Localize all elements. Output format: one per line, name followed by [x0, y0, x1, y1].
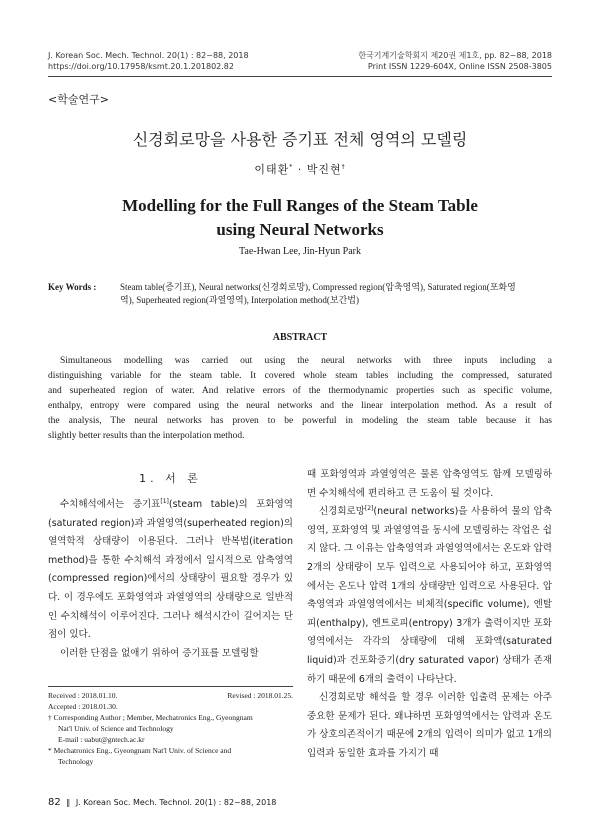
section-1-heading: 1. 서 론 — [139, 472, 202, 485]
header-right — [358, 50, 552, 72]
footer-citation: J. Korean Soc. Mech. Technol. 20(1) : 82~88, 2018 — [75, 798, 277, 807]
footer-separator: ‖ — [66, 798, 71, 807]
left-column — [48, 496, 293, 663]
revised-date: Revised : 2018.01.25. — [227, 691, 293, 700]
authors-english: Tae-Hwan Lee, Jin-Hyun Park — [238, 246, 362, 257]
footnotes — [48, 690, 293, 767]
title-english-line-1: Modelling for the Full Ranges of the Steam Table — [122, 196, 478, 215]
abstract-line: Simultaneous modelling was carried out using the neural networks with three inputs including a — [60, 356, 552, 366]
page-footer — [48, 797, 276, 808]
body-paragraph: 때 포화영역과 과열영역은 물론 압축영역도 함께 모델링하면 수치해석에 편리하고 큰 도움이 될 것이다. — [307, 469, 552, 499]
author-separator: · — [293, 163, 307, 176]
header-journal-citation: J. Korean Soc. Mech. Technol. 20(1) : 82~88, 2018 — [48, 51, 249, 60]
keywords — [48, 281, 552, 307]
authors-korean — [0, 161, 600, 177]
abstract-line: distinguishing variable for the steam table. It covered whole steam tables including the compressed, saturated — [48, 371, 552, 381]
corresponding-author: † Corresponding Author ; Member, Mechatronics Eng., Gyeongnam — [48, 713, 253, 722]
paragraph-text: 신경회로망 — [319, 506, 365, 518]
coauthor-affiliation: * Mechatronics Eng., Gyeongnam Nat'l Univ. of Science and — [48, 746, 232, 755]
keywords-line-1: Steam table(증기표), Neural networks(신경회로망), Compressed region(압축영역), Saturated region(포화영 — [120, 282, 516, 292]
header-doi: https://doi.org/10.17958/ksmt.20.1.201802.82 — [48, 62, 234, 71]
citation-ref: [1] — [160, 497, 169, 505]
paragraph-text: (neural networks)을 사용하여 물의 압축영역, 포화영역 및 과열영역을 동시에 모델링하는 작업은 쉽지 않다. 그 이유는 압축영역과 과열영역에서는 온도와 압력 2개의 상태량이 모두 입력으로 사용되어야 하고, 포화영역에서는 온도나 압력 1개의 상태량만 입력으로 사용된다. 압축영역과 과열영역에서는 비체적(specific volume), 엔탈피(enthalpy), 엔트로피(entropy) 3개가 출력이지만 포화영역에서는 각각의 상태량에 대해 포화액(saturated liquid)과 건포화증기(dry saturated vapor) 상태가 존재하기 때문에 6개의 출력이 나타난다. — [307, 506, 552, 685]
received-date: Received : 2018.01.10. — [48, 691, 118, 700]
keywords-line-2: 역), Superheated region(과열영역), Interpolation method(보간법) — [120, 295, 359, 305]
keywords-block — [48, 281, 552, 307]
header-korean-citation: 한국기계기술학회지 제20권 제1호, pp. 82~88, 2018 — [358, 51, 552, 60]
author-2-mark: † — [341, 163, 346, 171]
corresponding-affiliation: Nat'l Univ. of Science and Technology — [58, 724, 174, 733]
citation-ref: [2] — [364, 505, 374, 513]
accepted-date: Accepted : 2018.01.30. — [48, 702, 118, 711]
author-2: 박진현 — [306, 163, 342, 176]
title-english — [0, 194, 600, 242]
abstract-body — [48, 354, 552, 444]
abstract-line: slightly better results than the interpolation method. — [48, 431, 245, 441]
header-left — [48, 50, 249, 72]
abstract-line: enthalpy, entropy were compared using the neural networks and the linear interpolation method. As a result of — [48, 401, 552, 411]
abstract-line: the analysis, The neural networks has proven to be powerful in modeling the steam table because it has — [48, 416, 552, 426]
author-1-mark: * — [289, 163, 294, 171]
paragraph-text: (steam table)의 포화영역(saturated region)과 과열영역(superheated region)의 열역학적 상태량이 이용된다. 그러나 반복법(iteration method)을 통한 수치해석 과정에서 일시적으로 압축영역(compressed region)에서의 상태량이 필요할 경우가 있다. 이 경우에도 포화영역과 과열영역의 상태량으로 일반적인 수치해석이 이루어진다. 그러나 해석시간이 길어지는 단점이 있다. — [48, 499, 293, 641]
abstract-heading: ABSTRACT — [272, 332, 328, 343]
paragraph-text: 수치해석에서는 증기표 — [60, 499, 161, 510]
article-category: <학술연구> — [48, 93, 109, 106]
abstract-line: and superheated region of water. And relative errors of the thermodynamic properties such as specific volume, — [48, 386, 552, 396]
footnote-rule — [48, 686, 293, 687]
title-english-line-2: using Neural Networks — [216, 220, 384, 239]
header-rule — [48, 76, 552, 77]
header-issn: Print ISSN 1229-604X, Online ISSN 2508-3805 — [367, 62, 552, 71]
page-number: 82 — [48, 797, 61, 808]
body-paragraph: 신경회로망 해석을 할 경우 이러한 입출력 문제는 아주 중요한 문제가 된다. 왜냐하면 포화영역에서는 압력과 온도가 상호의존적이기 때문에 2개의 입력이 의미가 없고 1개의 입력과 동일한 효과를 가지기 때 — [307, 692, 552, 759]
keywords-label: Key Words : — [48, 282, 97, 292]
body-paragraph — [48, 496, 293, 645]
footnote-dates — [48, 690, 293, 701]
title-korean: 신경회로망을 사용한 증기표 전체 영역의 모델링 — [132, 130, 468, 149]
body-paragraph: 이러한 단점을 없애기 위하여 증기표를 모델링할 — [60, 647, 259, 659]
corresponding-email: E-mail : uabut@gntech.ac.kr — [58, 735, 145, 744]
coauthor-affiliation-cont: Technology — [58, 757, 94, 766]
author-1: 이태환 — [254, 163, 290, 176]
body-paragraph — [307, 503, 552, 689]
right-column — [307, 466, 552, 764]
